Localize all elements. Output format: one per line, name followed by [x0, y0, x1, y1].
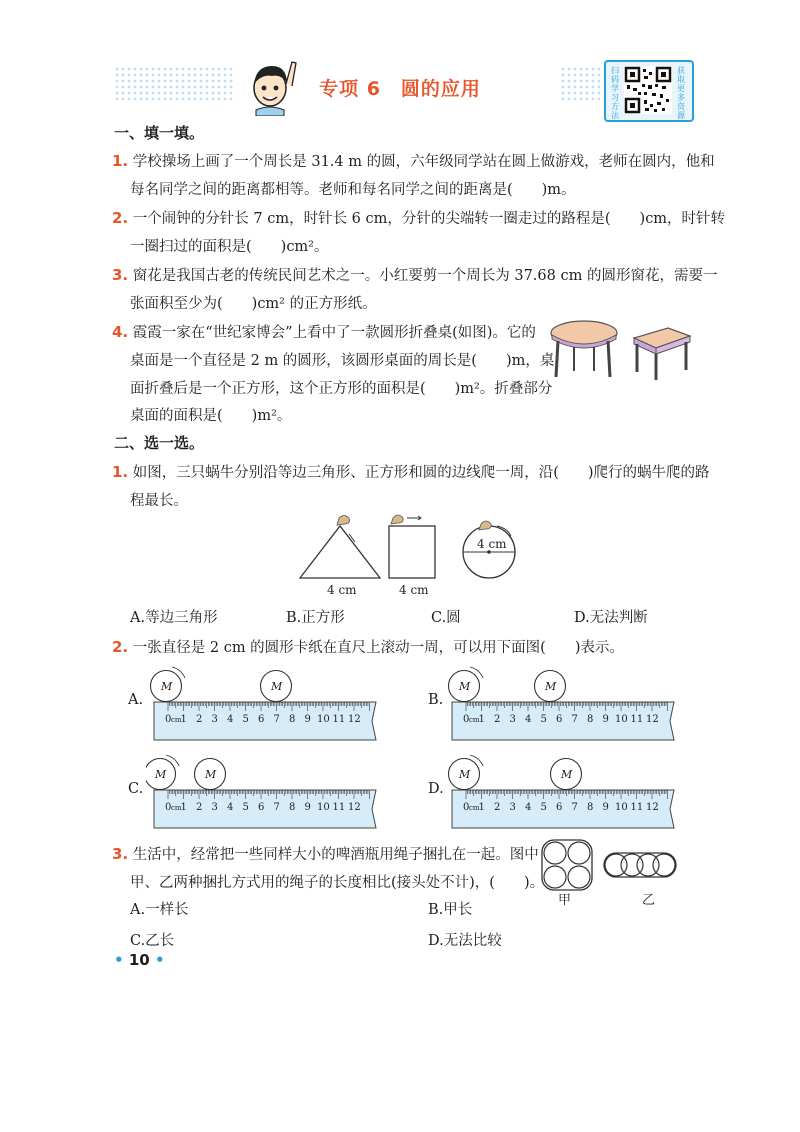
option-2-3-b[interactable]: B.甲长: [428, 902, 473, 918]
ruler-number: 7: [571, 802, 578, 813]
ruler-number: 6: [258, 714, 265, 725]
qr-right-caption: 获取更多资源: [677, 66, 685, 120]
ruler-number: 7: [273, 802, 280, 813]
ruler-number: 12: [646, 714, 659, 725]
option-2-3-a[interactable]: A.一样长: [130, 902, 189, 918]
ruler-figure-b: [444, 664, 684, 746]
point-m-label: M: [545, 680, 557, 693]
question-1-1-line2: 每名同学之间的距离都相等。老师和每名同学之间的距离是( )m。: [130, 182, 576, 198]
point-m-label: M: [561, 768, 573, 781]
section-heading-choose: 二、选一选。: [114, 434, 205, 452]
ruler-figure-d: [444, 752, 684, 834]
question-1-2-line2: 一圈扫过的面积是( )cm²。: [130, 239, 329, 255]
question-number: 4.: [112, 323, 129, 341]
question-2-1: [112, 461, 710, 482]
question-text: 一个闹钟的分针长 7 cm，时针长 6 cm，分针的尖端转一圈走过的路程是( )cm，时针转: [132, 211, 726, 227]
ruler-number: 3: [509, 802, 516, 813]
question-2-3-line2: 甲、乙两种捆扎方式用的绳子的长度相比(接头处不计)，( )。: [130, 875, 545, 891]
qr-left-caption: 扫码学习方法: [611, 66, 619, 120]
question-1-2: [112, 207, 725, 228]
qr-code-icon: [624, 66, 672, 114]
point-m-label: M: [161, 680, 173, 693]
question-number: 1.: [112, 152, 129, 170]
ruler-number: 6: [258, 802, 265, 813]
ruler-number: 9: [304, 714, 311, 725]
bullet-right-icon: •: [154, 951, 165, 969]
ruler-number: 2: [494, 714, 501, 725]
ruler-number: 6: [556, 802, 563, 813]
question-1-3: [112, 264, 717, 285]
question-1-4-line2: 桌面是一个直径是 2 m 的圆形，该圆形桌面的周长是( )m，桌: [130, 353, 555, 369]
ruler-number: 3: [211, 714, 218, 725]
ruler-number: 9: [602, 802, 609, 813]
ruler-number: 12: [348, 802, 361, 813]
question-1-4-line4: 桌面的面积是( )m²。: [130, 408, 292, 424]
ruler-unit-label: cm: [171, 716, 182, 724]
ruler-number: 12: [348, 714, 361, 725]
ruler-figure-a: [146, 664, 386, 746]
ruler-number: 8: [587, 802, 594, 813]
question-text: 窗花是我国古老的传统民间艺术之一。小红要剪一个周长为 37.68 cm 的圆形窗花，需要一: [132, 268, 718, 284]
question-1-4: [112, 321, 536, 342]
question-text: 学校操场上画了一个周长是 31.4 m 的圆，六年级同学站在圆上做游戏，老师在圆内，他和: [132, 154, 715, 170]
bundle-jia-label: 甲: [558, 893, 572, 908]
question-number: 3.: [112, 845, 129, 863]
option-2-3-d[interactable]: D.无法比较: [428, 933, 502, 949]
ruler-number: 4: [227, 714, 234, 725]
ruler-number: 2: [494, 802, 501, 813]
ruler-number: 7: [571, 714, 578, 725]
ruler-number: 1: [478, 714, 485, 725]
question-number: 3.: [112, 266, 129, 284]
ruler-number: 4: [525, 714, 532, 725]
ruler-number: 5: [540, 714, 547, 725]
ruler-unit-label: cm: [171, 804, 182, 812]
ruler-number: 1: [478, 802, 485, 813]
question-2-1-line2: 程最长。: [130, 493, 188, 509]
option-2-1-c[interactable]: C.圆: [431, 610, 461, 626]
ruler-number: 11: [630, 714, 644, 725]
square-table-illustration: [628, 322, 694, 382]
ruler-number: 10: [615, 802, 628, 813]
snail-shapes-figure: [295, 512, 525, 602]
ruler-number: 10: [317, 714, 330, 725]
question-2-3: [112, 843, 539, 864]
ruler-number: 11: [630, 802, 644, 813]
ruler-number: 1: [180, 802, 187, 813]
ruler-number: 8: [587, 714, 594, 725]
ruler-number: 2: [196, 714, 203, 725]
question-text: 生活中，经常把一些同样大小的啤酒瓶用绳子捆扎在一起。图中: [132, 847, 539, 863]
point-m-label: M: [459, 680, 471, 693]
page-number: 10: [128, 951, 150, 969]
ruler-number: 2: [196, 802, 203, 813]
question-text: 一张直径是 2 cm 的圆形卡纸在直尺上滚动一周，可以用下面图( )表示。: [132, 640, 624, 656]
bundle-yi-label: 乙: [642, 893, 656, 908]
question-1-3-line2: 张面积至少为( )cm² 的正方形纸。: [130, 296, 377, 312]
ruler-number: 6: [556, 714, 563, 725]
option-2-2-a[interactable]: A.: [128, 692, 144, 708]
question-text: 如图，三只蜗牛分别沿等边三角形、正方形和圆的边线爬一周，沿( )爬行的蜗牛爬的路: [132, 465, 710, 481]
ruler-number: 4: [227, 802, 234, 813]
bullet-left-icon: •: [114, 951, 124, 969]
option-2-3-c[interactable]: C.乙长: [130, 933, 175, 949]
ruler-number: 4: [525, 802, 532, 813]
point-m-label: M: [205, 768, 217, 781]
point-m-label: M: [459, 768, 471, 781]
bottle-bundles-figure: [540, 836, 680, 908]
page-footer: [114, 951, 165, 969]
ruler-unit-label: cm: [469, 716, 480, 724]
circle-diameter-label: 4 cm: [477, 537, 507, 551]
ruler-number: 3: [509, 714, 516, 725]
option-2-1-b[interactable]: B.正方形: [286, 610, 345, 626]
ruler-number: 7: [273, 714, 280, 725]
ruler-number: 11: [332, 714, 346, 725]
ruler-number: 1: [180, 714, 187, 725]
ruler-number: 11: [332, 802, 346, 813]
ruler-number: 9: [602, 714, 609, 725]
option-2-1-d[interactable]: D.无法判断: [574, 610, 648, 626]
ruler-number: 3: [211, 802, 218, 813]
option-2-2-d[interactable]: D.: [428, 781, 444, 797]
section-heading-fill: 一、填一填。: [114, 124, 205, 142]
option-2-2-b[interactable]: B.: [428, 692, 444, 708]
question-number: 2.: [112, 638, 129, 656]
ruler-number: 0: [165, 714, 172, 725]
ruler-number: 5: [242, 714, 249, 725]
option-2-1-a[interactable]: A.等边三角形: [130, 610, 218, 626]
ruler-number: 8: [289, 714, 296, 725]
ruler-number: 8: [289, 802, 296, 813]
ruler-number: 9: [304, 802, 311, 813]
question-number: 1.: [112, 463, 129, 481]
square-side-label: 4 cm: [399, 583, 429, 597]
option-2-2-c[interactable]: C.: [128, 781, 144, 797]
ruler-number: 12: [646, 802, 659, 813]
question-number: 2.: [112, 209, 129, 227]
question-1-1: [112, 150, 715, 171]
ruler-figure-c: [146, 752, 386, 834]
round-table-illustration: [548, 315, 620, 381]
ruler-number: 10: [317, 802, 330, 813]
question-text: 霞霞一家在“世纪家博会”上看中了一款圆形折叠桌(如图)。它的: [132, 325, 536, 341]
ruler-number: 5: [242, 802, 249, 813]
triangle-side-label: 4 cm: [327, 583, 357, 597]
ruler-number: 0: [463, 802, 470, 813]
question-1-4-line3: 面折叠后是一个正方形，这个正方形的面积是( )m²。折叠部分: [130, 381, 553, 397]
qr-code-panel[interactable]: [604, 60, 694, 122]
ruler-number: 0: [165, 802, 172, 813]
point-m-label: M: [271, 680, 283, 693]
ruler-number: 10: [615, 714, 628, 725]
ruler-number: 5: [540, 802, 547, 813]
ruler-number: 0: [463, 714, 470, 725]
point-m-label: M: [155, 768, 167, 781]
ruler-unit-label: cm: [469, 804, 480, 812]
page-title: 专项 6 圆的应用: [319, 78, 481, 100]
question-2-2: [112, 636, 624, 657]
